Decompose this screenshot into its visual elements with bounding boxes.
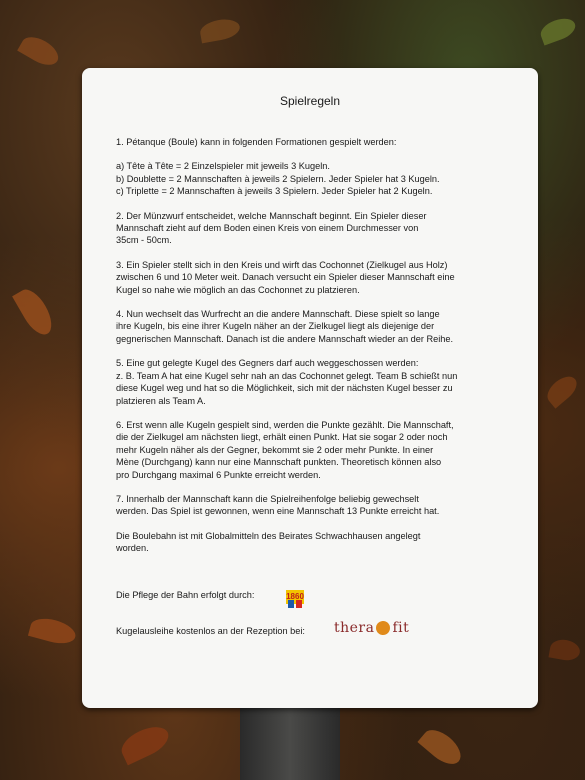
rule-line: 3. Ein Spieler stellt sich in den Kreis und wirft das Cochonnet (Zielkugel aus Holz): [116, 259, 448, 270]
rule-line: a) Tête à Tête = 2 Einzelspieler mit jeweils 3 Kugeln.: [116, 161, 330, 172]
rule-line: pro Durchgang maximal 6 Punkte erreicht werden.: [116, 469, 321, 480]
therafit-figure-icon: [376, 621, 390, 635]
rule-line: 5. Eine gut gelegte Kugel des Gegners darf auch weggeschossen werden:: [116, 358, 419, 369]
maintenance-text: Die Pflege der Bahn erfolgt durch:: [116, 590, 255, 600]
leaf: [12, 284, 58, 339]
rule-line: zwischen 6 und 10 Meter weit. Danach versucht ein Spieler dieser Mannschaft eine: [116, 272, 455, 283]
rental-text: Kugelausleihe kostenlos an der Rezeption bei:: [116, 626, 305, 636]
leaf: [117, 721, 173, 766]
rule-line: c) Triplette = 2 Mannschaften à jeweils 3 Spielern. Jeder Spieler hat 2 Kugeln.: [116, 186, 433, 197]
sign-title: Spielregeln: [279, 94, 341, 108]
rule-line: Mène (Durchgang) kann nur eine Mannschaft punkten. Theoretisch können also: [116, 457, 442, 468]
rule-line: 7. Innerhalb der Mannschaft kann die Spielreihenfolge beliebig gewechselt: [116, 493, 419, 504]
sign-post: [240, 700, 340, 780]
logo-1860-text: 1860: [286, 592, 304, 601]
rule-line: 2. Der Münzwurf entscheidet, welche Mannschaft beginnt. Ein Spieler dieser: [116, 210, 427, 221]
rule-line: Die Boulebahn ist mit Globalmitteln des Beirates Schwachhausen angelegt: [116, 530, 421, 541]
rule-line: Kugel so nahe wie möglich an das Cochonnet zu platzieren.: [116, 284, 360, 295]
rule-line: 1. Pétanque (Boule) kann in folgenden Formationen gespielt werden:: [116, 137, 397, 147]
leaf: [417, 724, 466, 771]
rule-line: die der Zielkugel am nächsten liegt, erhält einen Punkt. Hat sie sogar 2 oder noch: [116, 432, 448, 443]
rule-paragraph: [116, 419, 516, 481]
rule-paragraph: [116, 160, 516, 197]
therafit-word-left: thera: [334, 620, 375, 636]
rule-line: b) Doublette = 2 Mannschaften à jeweils 2 Spielern. Jeder Spieler hat 3 Kugeln.: [116, 173, 440, 184]
leaf: [17, 31, 63, 70]
rule-paragraph: [116, 530, 516, 555]
leaf: [538, 14, 579, 45]
therafit-logo: [334, 620, 409, 636]
rule-line: worden.: [116, 543, 149, 554]
club-1860-logo: [282, 586, 308, 610]
rules-body: [116, 136, 516, 567]
rule-line: 35cm - 50cm.: [116, 235, 172, 246]
rule-paragraph: [116, 210, 516, 247]
rule-line: ihre Kugeln, bis eine ihrer Kugeln näher an der Zielkugel liegt als diejenige der: [116, 321, 435, 332]
leaf: [28, 614, 78, 647]
rule-line: Mannschaft zieht auf dem Boden einen Kreis von einem Durchmesser von: [116, 223, 419, 234]
rule-paragraph: [116, 259, 516, 296]
rule-line: 6. Erst wenn alle Kugeln gespielt sind, werden die Punkte gezählt. Die Mannschaft,: [116, 419, 454, 430]
therafit-word-right: fit: [392, 620, 410, 636]
rule-line: werden. Das Spiel ist gewonnen, wenn eine Mannschaft 13 Punkte erreicht hat.: [116, 506, 440, 517]
leaf: [543, 371, 582, 408]
leaf: [548, 638, 581, 663]
rule-line: 4. Nun wechselt das Wurfrecht an die andere Mannschaft. Diese spielt so lange: [116, 309, 440, 320]
rule-line: z. B. Team A hat eine Kugel sehr nah an das Cochonnet gelegt. Team B schießt nun: [116, 370, 458, 381]
rule-line: mehr Kugeln näher als der Gegner, bekommt sie 2 oder mehr Punkte. In einer: [116, 444, 434, 455]
rule-line: platzieren als Team A.: [116, 395, 206, 406]
rule-line: diese Kugel weg und hat so die Möglichkeit, sich mit der nächsten Kugel besser zu: [116, 383, 453, 394]
rule-paragraph: [116, 136, 516, 148]
leaf: [199, 17, 242, 44]
rule-paragraph: [116, 357, 516, 407]
rules-sign: [82, 68, 538, 708]
rule-paragraph: [116, 308, 516, 345]
rule-line: gegnerischen Mannschaft. Danach ist die andere Mannschaft wieder an der Reihe.: [116, 333, 454, 344]
rule-paragraph: [116, 493, 516, 518]
